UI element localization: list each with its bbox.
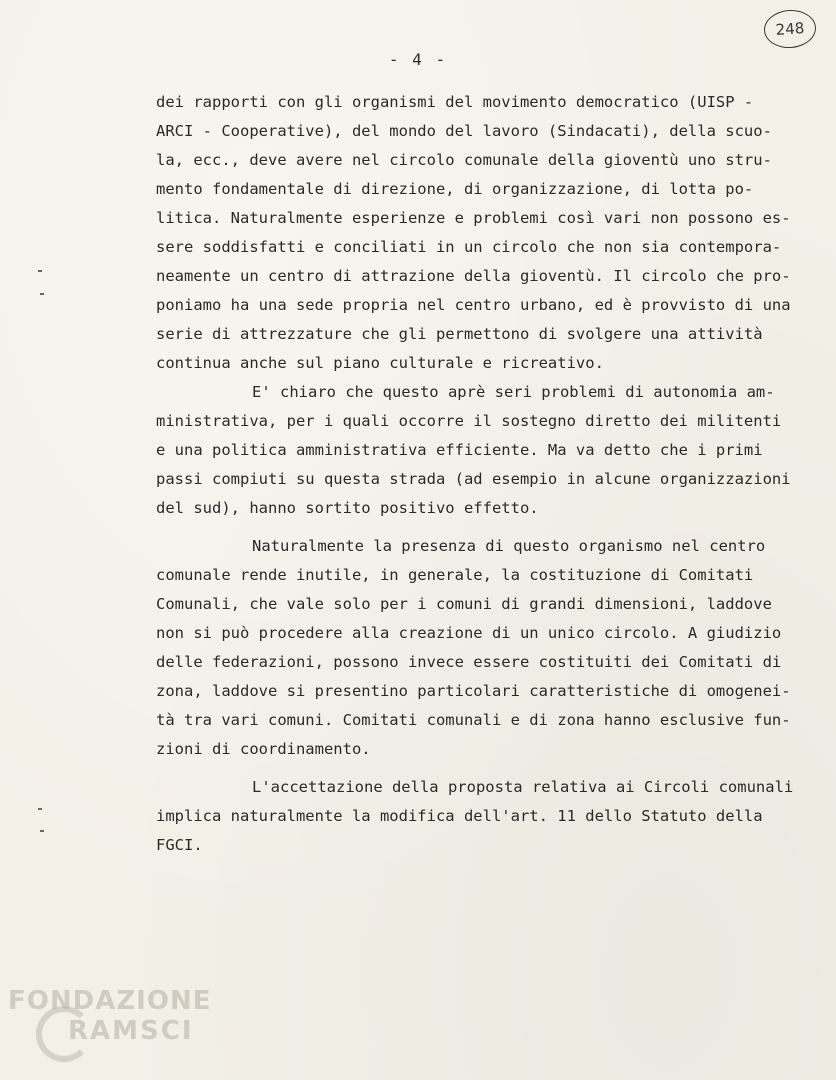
- text-line: tà tra vari comuni. Comitati comunali e di zona hanno esclusive fun-: [156, 711, 791, 729]
- margin-mark: [40, 830, 44, 832]
- text-line: non si può procedere alla creazione di un unico circolo. A giudizio: [156, 624, 782, 642]
- text-line: ARCI - Cooperative), del mondo del lavoro (Sindacati), della scuo-: [156, 122, 772, 140]
- text-line: delle federazioni, possono invece essere costituiti dei Comitati di: [156, 653, 782, 671]
- text-line: zioni di coordinamento.: [156, 740, 371, 758]
- archive-watermark: [8, 986, 211, 1046]
- text-line: comunale rende inutile, in generale, la costituzione di Comitati: [156, 566, 754, 584]
- text-line: litica. Naturalmente esperienze e problemi così vari non possono es-: [156, 209, 791, 227]
- text-line: la, ecc., deve avere nel circolo comunale della gioventù uno stru-: [156, 151, 772, 169]
- text-line: passi compiuti su questa strada (ad esempio in alcune organizzazioni: [156, 470, 791, 488]
- watermark-line-1: FONDAZIONE: [8, 986, 212, 1016]
- margin-mark: [38, 270, 42, 272]
- paragraph-gap: [156, 523, 826, 532]
- text-line: Comunali, che vale solo per i comuni di grandi dimensioni, laddove: [156, 595, 772, 613]
- text-line: FGCI.: [156, 836, 203, 854]
- watermark-g-logo-icon: [36, 1006, 92, 1062]
- margin-mark: [40, 293, 44, 295]
- paragraph-start-line: Naturalmente la presenza di questo organismo nel centro: [252, 537, 766, 555]
- paragraph-start-line: E' chiaro che questo aprè seri problemi di autonomia am-: [252, 383, 775, 401]
- paragraph-start-line: L'accettazione della proposta relativa ai Circoli comunali: [252, 778, 794, 796]
- text-line: sere soddisfatti e conciliati in un circolo che non sia contempora-: [156, 238, 782, 256]
- archive-number: 248: [775, 19, 805, 39]
- text-line: neamente un centro di attrazione della gioventù. Il circolo che pro-: [156, 267, 791, 285]
- text-line: e una politica amministrativa efficiente. Ma va detto che i primi: [156, 441, 763, 459]
- text-line: ministrativa, per i quali occorre il sostegno diretto dei militenti: [156, 412, 782, 430]
- body-text: [156, 88, 826, 860]
- watermark-line-2: RAMSCI: [68, 1016, 194, 1046]
- text-line: continua anche sul piano culturale e ricreativo.: [156, 354, 604, 372]
- page-number: - 4 -: [388, 50, 448, 69]
- paragraph-gap: [156, 764, 826, 773]
- text-line: dei rapporti con gli organismi del movimento democratico (UISP -: [156, 93, 754, 111]
- text-line: poniamo ha una sede propria nel centro urbano, ed è provvisto di una: [156, 296, 791, 314]
- text-line: mento fondamentale di direzione, di organizzazione, di lotta po-: [156, 180, 754, 198]
- text-line: del sud), hanno sortito positivo effetto.: [156, 499, 539, 517]
- text-line: implica naturalmente la modifica dell'art. 11 dello Statuto della: [156, 807, 763, 825]
- margin-mark: [38, 808, 42, 810]
- text-line: serie di attrezzature che gli permettono di svolgere una attività: [156, 325, 763, 343]
- text-line: zona, laddove si presentino particolari caratteristiche di omogenei-: [156, 682, 791, 700]
- archive-number-stamp: [763, 8, 818, 50]
